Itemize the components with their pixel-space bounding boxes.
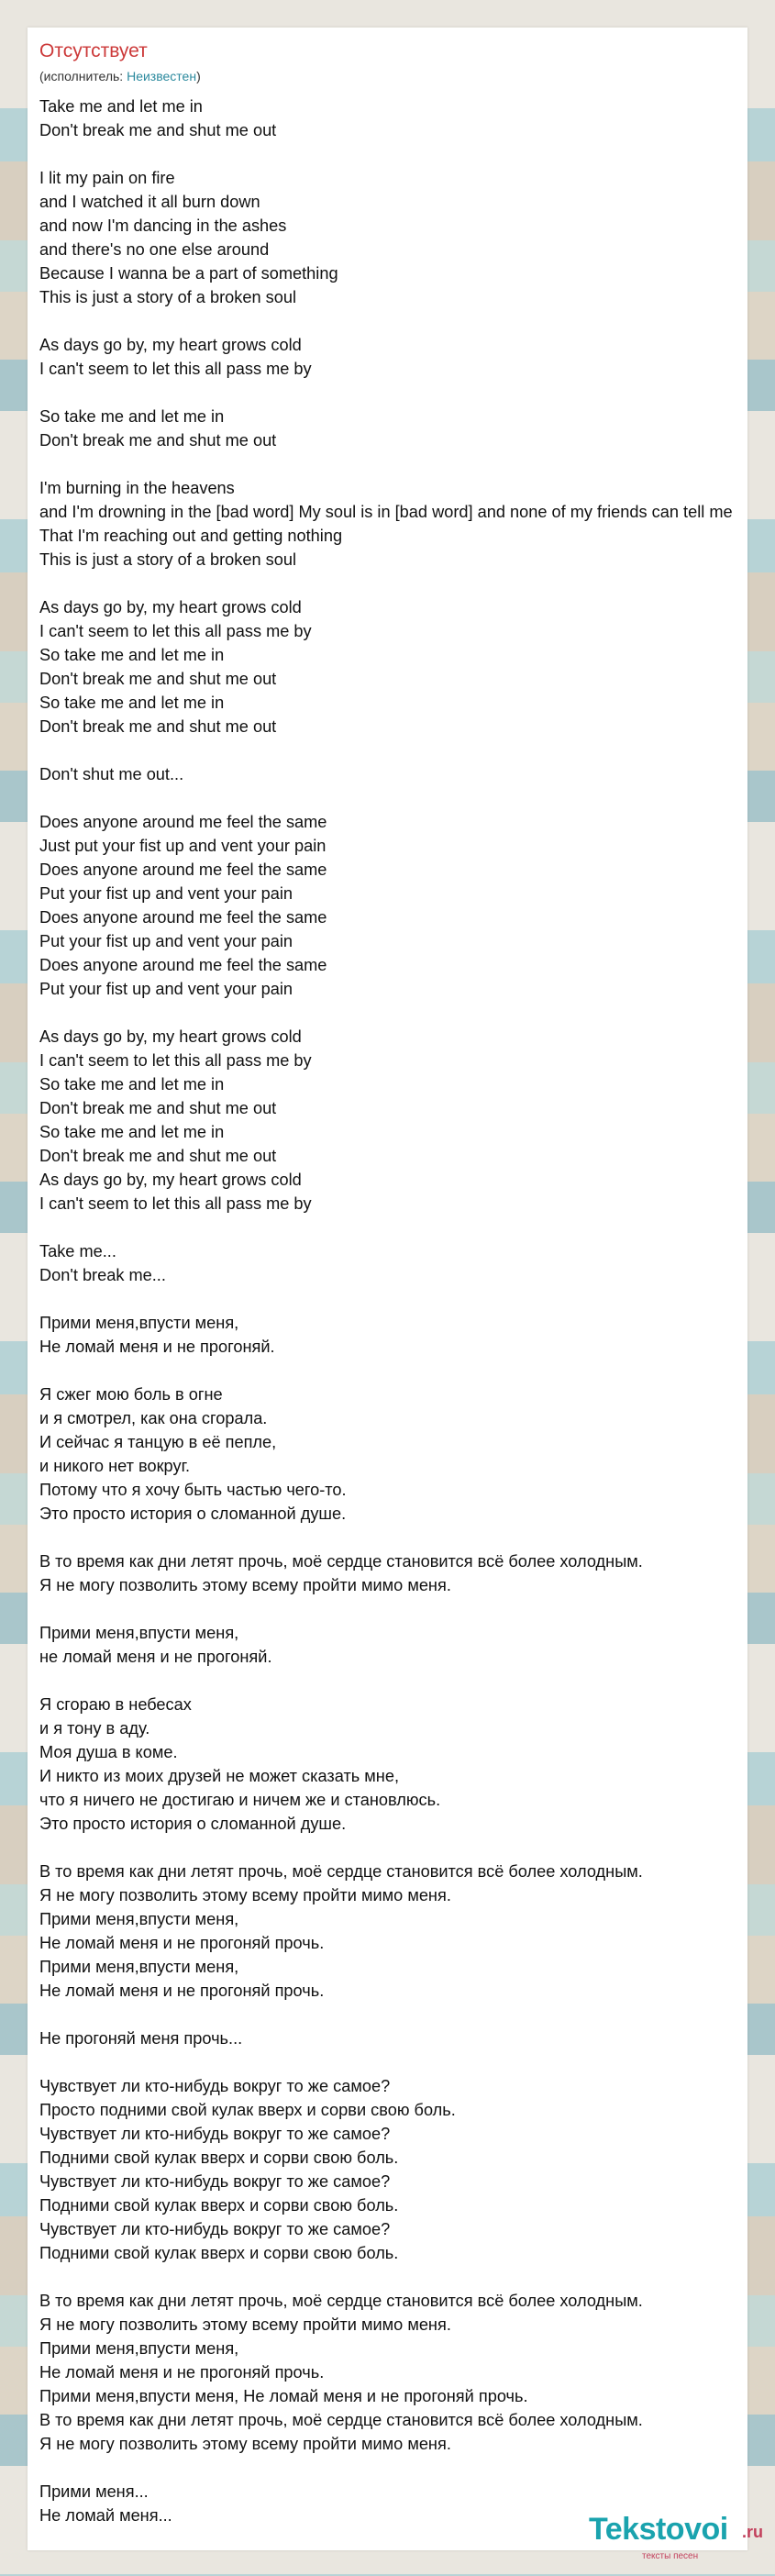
artist-link[interactable]: Неизвестен xyxy=(127,69,197,83)
artist-suffix: ) xyxy=(196,69,201,83)
logo-tagline: тексты песен xyxy=(642,2551,699,2561)
lyrics-text: Take me and let me in Don't break me and shut me out I lit my pain on fire and I watched it all burn down and now I'm dancing in the ashes and there's no one else around Because I wanna be a part of something This is just a story of a broken soul As days go by, my heart grows cold I can't seem to let this all pass me by So take me and let me in Don't break me and shut me out I'm burning in the heavens and I'm drowning in the [bad word] My soul is in [bad word] and none of my friends can tell me That I'm reaching out and getting nothing This is just a story of a broken soul As days go by, my heart grows cold I can't seem to let this all pass me by So take me and let me in Don't break me and shut me out So take me and let me in Don't break me and shut me out Don't shut me out... Does anyone around me feel the same Just put your fist up and vent your pain Does anyone around me feel the same Put your fist up and vent your pain Does anyone around me feel the same Put your fist up and vent your pain Does anyone around me feel the same Put your fist up and vent your pain As days go by, my heart grows cold I can't seem to let this all pass me by So take me and let me in Don't break me and shut me out So take me and let me in Don't break me and shut me out As days go by, my heart grows cold I can't seem to let this all pass me by Take me... Don't break me... Прими меня,впусти меня, Не ломай меня и не прогоняй. Я сжег мою боль в огне и я смотрел, как она сгорала. И сейчас я танцую в её пепле, и никого нет вокруг. Потому что я хочу быть частью чего-то. Это просто история о сломанной душе. В то время как дни летят прочь, моё сердце становится всё более холодным. Я не могу позволить этому всему пройти мимо меня. Прими меня,впусти меня, не ломай меня и не прогоняй. Я сгораю в небесах и я тону в аду. Моя душа в коме. И никто из моих друзей не может сказать мне, что я ничего не достигаю и ничем же и становлюсь. Это просто история о сломанной душе. В то время как дни летят прочь, моё сердце становится всё более холодным. Я не могу позволить этому всему пройти мимо меня. Прими меня,впусти меня, Не ломай меня и не прогоняй прочь. Прими меня,впусти меня, Не ломай меня и не прогоняй прочь. Не прогоняй меня прочь... Чувствует ли кто-нибудь вокруг то же самое? Просто подними свой кулак вверх и сорви свою боль. Чувствует ли кто-нибудь вокруг то же самое? Подними свой кулак вверх и сорви свою боль. Чувствует ли кто-нибудь вокруг то же самое? Подними свой кулак вверх и сорви свою боль. Чувствует ли кто-нибудь вокруг то же самое? Подними свой кулак вверх и сорви свою боль. В то время как дни летят прочь, моё сердце становится всё более холодным. Я не могу позволить этому всему пройти мимо меня. Прими меня,впусти меня, Не ломай меня и не прогоняй прочь. Прими меня,впусти меня, Не ломай меня и не прогоняй прочь. В то время как дни летят прочь, моё сердце становится всё более холодным. Я не могу позволить этому всему пройти мимо меня. Прими меня... Не ломай меня... xyxy=(39,97,733,2525)
artist-line xyxy=(39,69,201,83)
song-title: Отсутствует xyxy=(39,40,148,61)
logo-tld: .ru xyxy=(742,2523,764,2541)
logo-name: Tekstovoi xyxy=(589,2512,728,2547)
lyrics-card xyxy=(28,28,764,2561)
artist-prefix: (исполнитель: xyxy=(39,69,127,83)
site-logo[interactable] xyxy=(589,2512,763,2567)
